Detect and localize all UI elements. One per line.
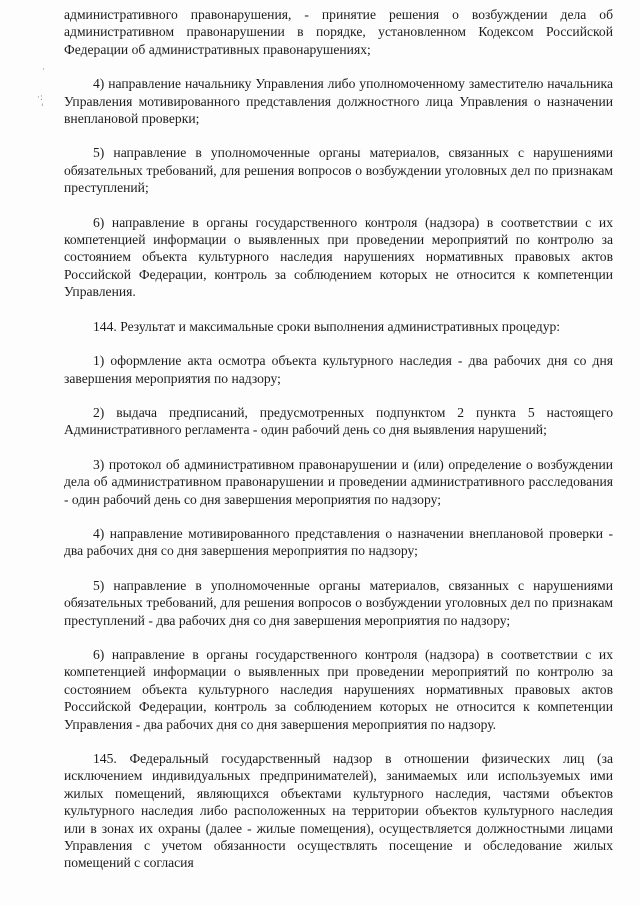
paragraph-item-4: 4) направление начальнику Управления либо уполномоченному заместителю начальника Управления мотивированного представления должностного лица Управления о назначении внеплановой проверки; xyxy=(64,76,613,127)
scan-speck-2: ·: xyxy=(37,93,43,103)
paragraph-section-145: 145. Федеральный государственный надзор в отношении физических лиц (за исключением индивидуальных предпринимателей), занимаемых или используемых ими жилых помещений, являющихся объектами культурного наследия, частями объектов культурного наследия либо расположенных на территории объектов культурного наследия или в зонах их охраны (далее - жилые помещения), осуществляется должностными лицами Управления с учетом обязанности осуществлять посещение и обследование жилых помещений с согласия xyxy=(64,751,613,871)
paragraph-section-144: 144. Результат и максимальные сроки выполнения административных процедур: xyxy=(93,318,561,334)
paragraph-item-5: 5) направление в уполномоченные органы материалов, связанных с нарушениями обязательных требований, для решения вопросов о возбуждении уголовных дел по признакам преступлений; xyxy=(64,145,613,196)
paragraph-144-item-3: 3) протокол об административном правонарушении и (или) определение о возбуждении дела об административном правонарушении и проведении административного расследования - один рабочий день со дня завершения мероприятия по надзору; xyxy=(64,456,613,507)
paragraph-item-6: 6) направление в органы государственного контроля (надзора) в соответствии с их компетенцией информации о выявленных при проведении мероприятий по контролю за состоянием объекта культурного наследия нарушениях нормативных правовых актов Российской Федерации, контроль за соблюдением которых не относится к компетенции Управления. xyxy=(64,214,613,300)
paragraph-144-item-5: 5) направление в уполномоченные органы материалов, связанных с нарушениями обязательных требований, для решения вопросов о возбуждении уголовных дел по признакам преступлений - два рабочих дня со дня завершения мероприятия по надзору; xyxy=(64,577,613,628)
scan-speck-1: · xyxy=(42,65,45,75)
paragraph-144-item-6: 6) направление в органы государственного контроля (надзора) в соответствии с их компетенцией информации о выявленных при проведении мероприятий по контролю за состоянием объекта культурного наследия нарушениях нормативных правовых актов Российской Федерации, контроль за соблюдением которых не относится к компетенции Управления - два рабочих дня со дня завершения мероприятия по надзору. xyxy=(64,646,613,732)
document-body xyxy=(64,6,613,872)
paragraph-continuation: административного правонарушения, - принятие решения о возбуждении дела об административном правонарушении в порядке, установленном Кодексом Российской Федерации об административных правонарушениях; xyxy=(64,7,613,57)
paragraph-144-item-2: 2) выдача предписаний, предусмотренных подпунктом 2 пункта 5 настоящего Административного регламента - один рабочий день со дня выявления нарушений; xyxy=(64,404,613,438)
scan-speck-3: ' xyxy=(41,103,44,113)
paragraph-144-item-4: 4) направление мотивированного представления о назначении внеплановой проверки - два рабочих дня со дня завершения мероприятия по надзору; xyxy=(64,525,613,559)
paragraph-144-item-1: 1) оформление акта осмотра объекта культурного наследия - два рабочих дня со дня завершения мероприятия по надзору; xyxy=(64,353,613,386)
